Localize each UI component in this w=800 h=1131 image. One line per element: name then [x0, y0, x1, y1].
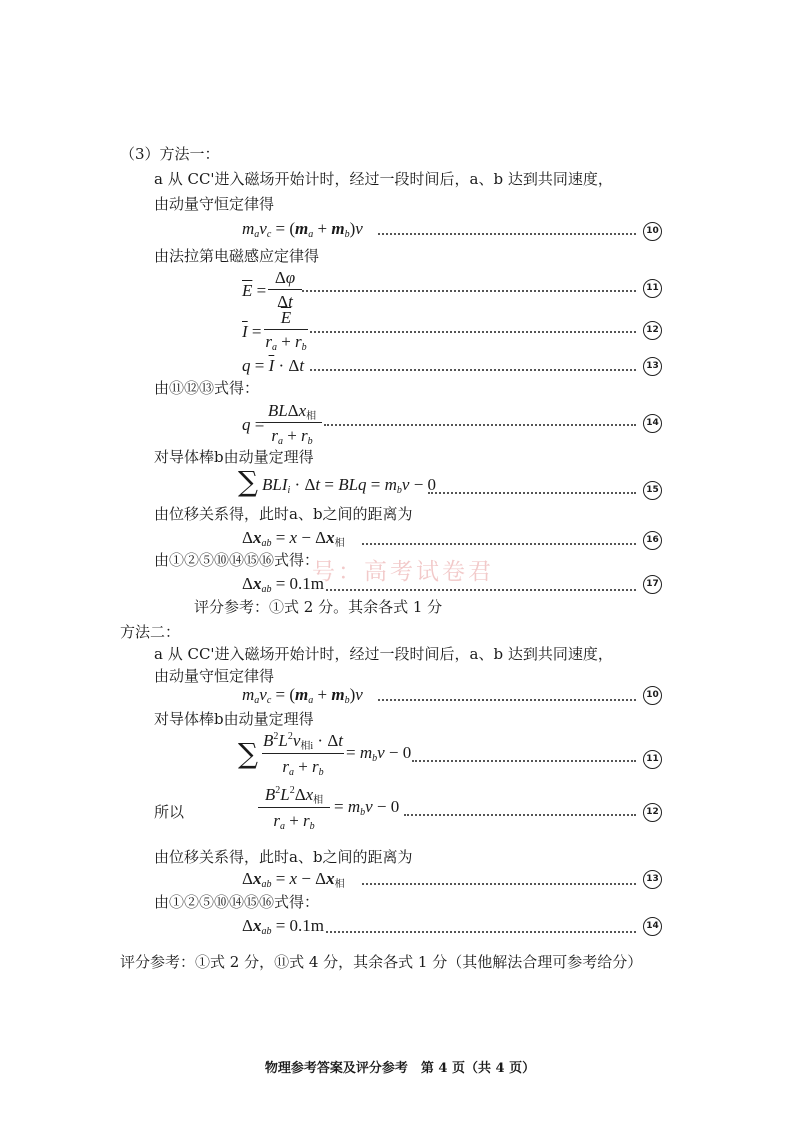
dot-leader — [310, 369, 636, 371]
eq-emf-lhs: $\overline{E}$ = — [242, 281, 267, 300]
eq-momentum-conservation: $m_av_c = (m_a + m_b)v$ — [242, 219, 363, 240]
dot-leader — [310, 331, 636, 333]
result-value: = 0.1m — [275, 574, 324, 593]
method2-score: 评分参考：①式 2 分，⑪式 4 分，其余各式 1 分（其他解法合理可参考给分） — [120, 953, 643, 971]
eq-number: 11 — [643, 750, 662, 769]
method1-intro: a 从 CC'进入磁场开始计时，经过一段时间后，a、b 达到共同速度， — [154, 170, 613, 188]
eq-charge-result-fraction: BLΔx$_相$ $r_a + r_b$ — [262, 401, 322, 447]
method1-momentum-label: 由动量守恒定律得 — [154, 195, 275, 213]
eq-number: 13 — [643, 357, 662, 376]
dot-leader — [404, 814, 636, 816]
method2-from-label: 由①②⑤⑩⑭⑮⑯式得： — [154, 893, 320, 911]
eq-number: 17 — [643, 575, 662, 594]
eq-distance: $\Delta x_{ab} = x - \Delta x_相$ — [242, 528, 345, 549]
eq-number: 12 — [643, 321, 662, 340]
dot-leader — [378, 699, 636, 701]
dot-leader — [362, 883, 636, 885]
eq2-momentum-conservation: $m_av_c = (m_a + m_b)v$ — [242, 685, 363, 706]
watermark: 号：高考试卷君 — [312, 559, 494, 585]
method2-heading: 方法二： — [120, 623, 181, 641]
method1-from-label: 由⑪⑫⑬式得： — [154, 379, 260, 397]
method1-from2-label: 由①②⑤⑩⑭⑮⑯式得： — [154, 551, 320, 569]
eq-current-lhs: $\overline{I}$ = — [242, 322, 262, 341]
method2-momentum-label: 由动量守恒定律得 — [154, 667, 275, 685]
eq-number: 14 — [643, 917, 662, 936]
sum-symbol: ∑ — [238, 465, 258, 498]
eq-number: 11 — [643, 279, 662, 298]
method1-faraday-label: 由法拉第电磁感应定律得 — [154, 247, 320, 265]
eq-number: 10 — [643, 222, 662, 241]
sum-symbol: ∑ — [238, 737, 258, 770]
method1-score: 评分参考：①式 2 分。其余各式 1 分 — [194, 598, 443, 616]
result-value: = 0.1m — [275, 916, 324, 935]
eq-charge: $q = \overline{I} \cdot \Delta t$ — [242, 356, 305, 375]
eq-number: 14 — [643, 414, 662, 433]
eq-current-fraction: $\overline{E}$ $r_a + r_b$ — [265, 308, 307, 353]
dot-leader — [326, 589, 636, 591]
eq-distance-result: $\Delta x_{ab} = 0.1m$ — [242, 574, 324, 595]
eq-number: 13 — [643, 870, 662, 889]
dot-leader — [412, 760, 636, 762]
eq-number: 10 — [643, 686, 662, 705]
dot-leader — [302, 290, 636, 292]
method2-so-label: 所以 — [154, 803, 185, 821]
method1-heading: （3）方法一： — [120, 145, 220, 163]
eq-emf-fraction: Δφ Δt — [268, 268, 302, 312]
dot-leader — [324, 424, 636, 426]
method2-intro: a 从 CC'进入磁场开始计时，经过一段时间后，a、b 达到共同速度， — [154, 645, 613, 663]
dot-leader — [362, 543, 636, 545]
dot-leader — [378, 233, 636, 235]
eq-impulse: $BLI_i \cdot \Delta t$ = BLq = $m_bv - 0$ — [262, 475, 437, 496]
eq2-so-rhs: = $m_bv - 0$ — [334, 797, 400, 818]
eq2-distance-result: $\Delta x_{ab} = 0.1m$ — [242, 916, 324, 937]
method2-rod-label: 对导体棒b由动量定理得 — [154, 710, 314, 728]
dot-leader — [326, 931, 636, 933]
eq-charge-result-lhs: q = — [242, 415, 265, 434]
eq2-impulse-rhs: = $m_bv - 0$ — [346, 743, 412, 764]
eq2-distance: $\Delta x_{ab} = x - \Delta x_相$ — [242, 869, 345, 890]
eq2-impulse-fraction: $B^2L^2v_{相i} \cdot \Delta t$ $r_a + r_b$ — [262, 731, 343, 778]
method1-displacement-label: 由位移关系得，此时a、b之间的距离为 — [154, 505, 413, 523]
eq-number: 16 — [643, 531, 662, 550]
page-footer: 物理参考答案及评分参考 第 4 页（共 4 页） — [264, 1061, 536, 1076]
method1-rod-label: 对导体棒b由动量定理得 — [154, 448, 314, 466]
eq-number: 12 — [643, 803, 662, 822]
eq2-so-fraction: $B^2L^2\Delta x_相$ $r_a + r_b$ — [258, 785, 330, 831]
method2-displacement-label: 由位移关系得，此时a、b之间的距离为 — [154, 848, 413, 866]
dot-leader — [428, 492, 636, 494]
eq-number: 15 — [643, 481, 662, 500]
